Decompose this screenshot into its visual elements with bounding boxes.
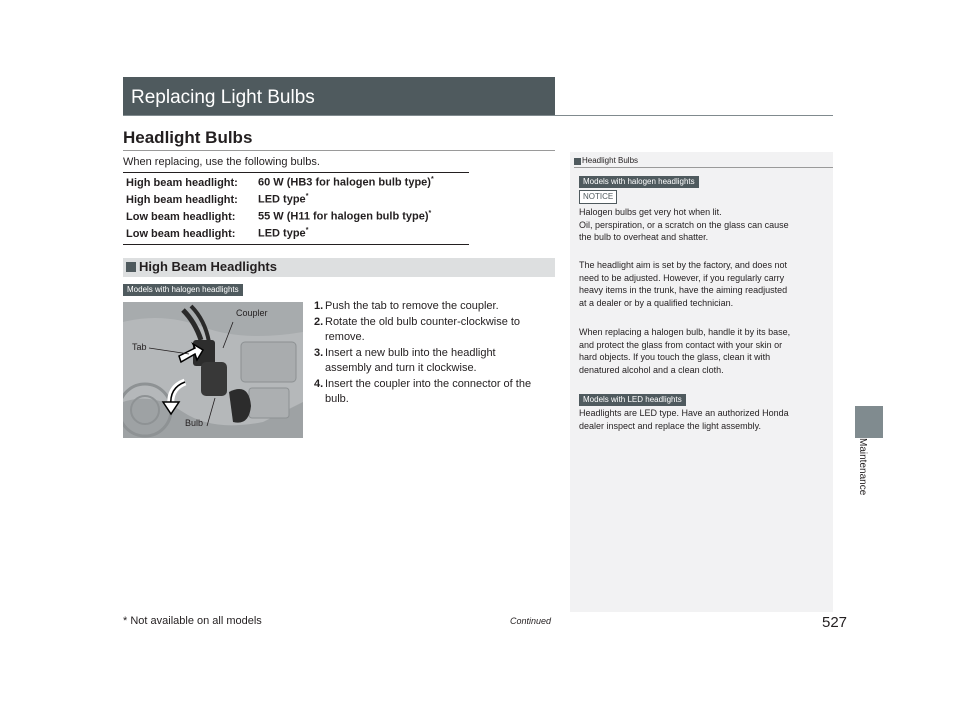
- sidebar-halogen-tag: Models with halogen headlights: [579, 176, 699, 188]
- section-rule: [123, 150, 555, 151]
- handling-line: denatured alcohol and a clean cloth.: [579, 364, 724, 375]
- step-text-cont: assembly and turn it clockwise.: [325, 362, 477, 374]
- footnote-asterisk: *: [305, 193, 309, 200]
- aim-line: at a dealer or by a qualified technician.: [579, 297, 734, 308]
- bulb-callout: Bulb: [185, 418, 204, 428]
- step-item: [314, 377, 554, 407]
- handling-text: [579, 326, 829, 376]
- step-text: Insert the coupler into the connector of the: [325, 378, 532, 390]
- handling-line: hard objects. If you touch the glass, clean it with: [579, 352, 771, 362]
- handling-line: When replacing a halogen bulb, handle it by its base,: [579, 327, 791, 337]
- aim-line: heavy items in the trunk, have the aiming readjusted: [579, 285, 788, 295]
- notice-line: the bulb to overheat and shatter.: [579, 232, 709, 242]
- page-title: Replacing Light Bulbs: [131, 87, 315, 108]
- step-number: 1.: [314, 300, 324, 312]
- engine-bay-drawing: [123, 302, 303, 438]
- led-line: dealer inspect and replace the light assembly.: [579, 420, 761, 431]
- notice-line: Oil, perspiration, or a scratch on the glass can cause: [579, 219, 789, 230]
- bulb-label: Low beam headlight:: [126, 227, 236, 240]
- title-rule: [123, 115, 833, 116]
- step-item: [314, 299, 554, 314]
- notice-badge: NOTICE: [579, 190, 617, 204]
- page-number: 527: [822, 614, 848, 631]
- handling-line: and protect the glass from contact with your skin or: [579, 339, 783, 350]
- step-text: Push the tab to remove the coupler.: [325, 300, 499, 312]
- bulb-table: [123, 172, 469, 245]
- bulb-row: [126, 193, 308, 206]
- step-text-cont: bulb.: [325, 393, 349, 405]
- bulb-row: [126, 227, 308, 240]
- bulb-label: High beam headlight:: [126, 193, 238, 206]
- bulb-row: [126, 176, 434, 189]
- subsection-marker-icon: [126, 262, 136, 272]
- step-item: [314, 315, 554, 345]
- step-number: 2.: [314, 316, 324, 328]
- footnote-asterisk: *: [305, 227, 309, 234]
- chapter-tab: [855, 406, 883, 438]
- bulb-value: 60 W (HB3 for halogen bulb type): [258, 176, 431, 189]
- bulb-value: LED type: [258, 227, 306, 240]
- bulb-value: LED type: [258, 193, 306, 206]
- continued-label: Continued: [510, 616, 552, 626]
- step-item: [314, 346, 554, 376]
- subsection-title: High Beam Headlights: [139, 259, 277, 274]
- aim-line: need to be adjusted. However, if you regularly carry: [579, 272, 785, 283]
- bulb-label: High beam headlight:: [126, 176, 238, 189]
- sidebar-led-tag: Models with LED headlights: [579, 394, 686, 406]
- coupler-callout: Coupler: [236, 308, 268, 318]
- led-line: Headlights are LED type. Have an authorized Honda: [579, 408, 789, 418]
- bulb-row: [126, 210, 431, 223]
- sidebar-heading: [582, 156, 638, 165]
- footnote-asterisk: *: [430, 176, 434, 183]
- section-heading: Headlight Bulbs: [123, 128, 253, 147]
- footnote: * Not available on all models: [123, 615, 262, 627]
- notice-line: Halogen bulbs get very hot when lit.: [579, 207, 722, 217]
- bulb-label: Low beam headlight:: [126, 210, 236, 223]
- step-number: 3.: [314, 347, 324, 359]
- chapter-tab-label: Maintenance: [857, 438, 868, 496]
- footnote-asterisk: *: [428, 210, 432, 217]
- aim-text: [579, 259, 829, 309]
- headlight-illustration: [123, 302, 303, 438]
- step-text: Rotate the old bulb counter-clockwise to: [325, 316, 521, 328]
- aim-line: The headlight aim is set by the factory, and does not: [579, 260, 787, 270]
- sidebar-reference-icon: [574, 158, 581, 165]
- sidebar-heading-text: Headlight Bulbs: [582, 156, 639, 165]
- step-text-cont: remove.: [325, 331, 365, 343]
- sidebar-heading-rule: [574, 167, 833, 168]
- bulb-value: 55 W (H11 for halogen bulb type): [258, 210, 429, 223]
- step-text: Insert a new bulb into the headlight: [325, 347, 496, 359]
- notice-text: [579, 206, 829, 244]
- intro-text: When replacing, use the following bulbs.: [123, 156, 320, 168]
- led-text: [579, 407, 829, 432]
- halogen-models-tag: Models with halogen headlights: [123, 284, 243, 296]
- tab-callout: Tab: [132, 342, 147, 352]
- step-number: 4.: [314, 378, 324, 390]
